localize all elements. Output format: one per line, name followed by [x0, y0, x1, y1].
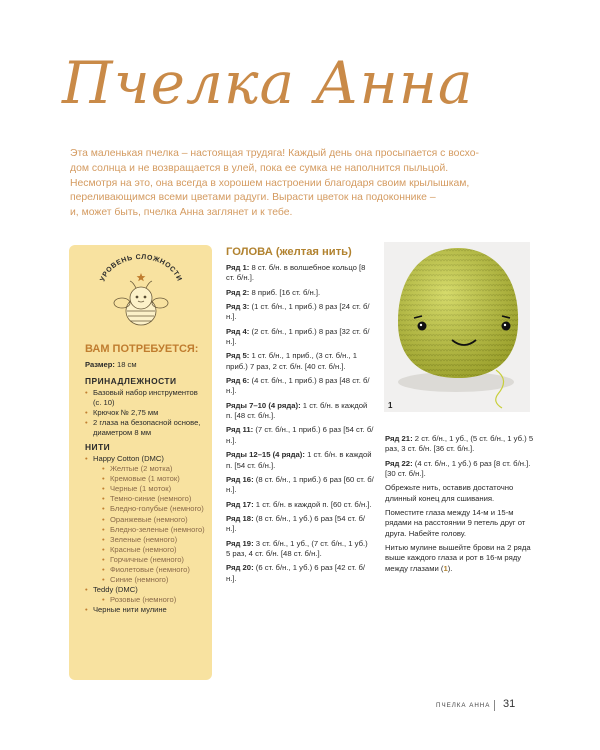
list-item: • Черные нити мулине	[85, 605, 207, 615]
difficulty-badge	[89, 253, 193, 335]
pattern-row: Ряды 12–15 (4 ряда): 1 ст. б/н. в каждой п. [54 ст. б/н.].	[226, 450, 372, 470]
list-item: • Базовый набор инструментов (с. 10)	[85, 388, 207, 408]
pattern-row: Ряд 5: 1 ст. б/н., 1 приб., (3 ст. б/н., 1 приб.) 7 раз, 2 ст. б/н. [40 ст. б/н.].	[226, 351, 358, 371]
list-item: • Красные (немного)	[93, 545, 207, 555]
pattern-row: Ряд 22: (4 ст. б/н., 1 уб.) 6 раз [8 ст. б/н.]. [30 ст. б/н.].	[385, 458, 531, 479]
needs-heading: ВАМ ПОТРЕБУЕТСЯ:	[85, 343, 199, 355]
list-item: • Желтые (2 мотка)	[93, 464, 207, 474]
list-item: • Happy Cotton (DMC) • Желтые (2 мотка) • Кремовые (1 моток) • Черные (1 моток) • Темно-синие (немного) • Бледно-голубые (немного) • Оранжевые (немного) • Бледно-зеленые (немного) • Зеленые (немного) • Красные (немного) • Горчичные (немного) • Фиолетовые (немного) • Синие (немного)	[85, 454, 207, 585]
pattern-row: Ряд 4: (2 ст. б/н., 1 приб.) 8 раз [32 ст. б/н.].	[226, 326, 370, 347]
pattern-row: Ряд 11: (7 ст. б/н., 1 приб.) 6 раз [54 ст. б/н.].	[226, 425, 374, 445]
bee-icon	[114, 281, 168, 325]
bee-head-illustration	[384, 242, 530, 412]
difficulty-label: УРОВЕНЬ СЛОЖНОСТИ	[99, 253, 183, 283]
pattern-row: Ряд 2: 8 приб. [16 ст. б/н.].	[226, 287, 321, 297]
head-instructions	[226, 245, 374, 588]
pattern-row: Ряд 16: (8 ст. б/н., 1 приб.) 6 раз [60 ст. б/н.].	[226, 474, 374, 495]
list-item: • 2 глаза на безопасной основе, диаметром 8 мм	[85, 418, 207, 438]
instruction-paragraph: Нитью мулине вышейте брови на 2 ряда выше каждого глаза и рот в 16-м ряду между глазами (1).	[385, 543, 531, 573]
page-title: Пчелка Анна	[62, 49, 474, 117]
pattern-row: Ряд 17: 1 ст. б/н. в каждой п. [60 ст. б/н.].	[226, 499, 372, 509]
materials-sidebar	[69, 245, 212, 680]
list-item: • Бледно-голубые (немного)	[93, 504, 207, 514]
pattern-row: Ряд 3: (1 ст. б/н., 1 приб.) 8 раз [24 ст. б/н.].	[226, 302, 370, 322]
list-item: • Бледно-зеленые (немного)	[93, 525, 207, 535]
list-item: • Розовые (немного)	[93, 595, 207, 605]
list-item: • Горчичные (немного)	[93, 555, 207, 565]
list-item: • Крючок № 2,75 мм	[85, 408, 207, 418]
footer-divider	[494, 700, 495, 711]
list-item: • Кремовые (1 моток)	[93, 474, 207, 484]
instruction-paragraph: Поместите глаза между 14-м и 15-м рядами на расстоянии 9 петель друг от друга. Набейте голову.	[385, 508, 526, 538]
pattern-row: Ряд 6: (4 ст. б/н., 1 приб.) 8 раз [48 ст. б/н.].	[226, 376, 370, 396]
list-item: • Фиолетовые (немного)	[93, 565, 207, 575]
list-item: • Оранжевые (немного)	[93, 515, 207, 525]
head-instructions-continued	[385, 434, 535, 578]
pattern-row: Ряды 7–10 (4 ряда): 1 ст. б/н. в каждой п. [48 ст. б/н.].	[226, 400, 368, 421]
pattern-row: Ряд 21: 2 ст. б/н., 1 уб., (5 ст. б/н., 1 уб.) 5 раз, 3 ст. б/н. [36 ст. б/н.].	[385, 434, 534, 454]
photo-number: 1	[388, 401, 393, 410]
list-item: • Синие (немного)	[93, 575, 207, 585]
running-footer: ПЧЕЛКА АННА	[436, 702, 491, 709]
pattern-row: Ряд 20: (6 ст. б/н., 1 уб.) 6 раз [42 ст. б/н.].	[226, 563, 365, 583]
size-line: Размер: 18 см	[85, 360, 137, 369]
instruction-paragraph: Обрежьте нить, оставив достаточно длинный конец для сшивания.	[385, 483, 514, 503]
section-heading: ГОЛОВА (желтая нить)	[226, 246, 352, 258]
pattern-row: Ряд 19: 3 ст. б/н., 1 уб., (7 ст. б/н., 1 уб.) 5 раз, 4 ст. б/н. [48 ст. б/н.].	[226, 538, 368, 558]
list-item: • Темно-синие (немного)	[93, 494, 207, 504]
list-item: • Teddy (DMC) • Розовые (немного)	[85, 585, 207, 605]
intro-paragraph: Эта маленькая пчелка – настоящая трудяга! Каждый день она просыпается с восхо- дом солнца и не возвращается в улей, пока ее сумка не наполнится пыльцой. Несмотря на это, она всегда в хорошем настроении благодаря своим крылышкам, переливающимся всеми цветами радуги. Вырасти цветок на подоконнике – и, может быть, пчелка Анна заглянет и к тебе.	[70, 148, 479, 219]
accessories-heading: ПРИНАДЛЕЖНОСТИ	[85, 376, 177, 386]
figure-reference: 1	[443, 563, 448, 573]
threads-list	[85, 454, 207, 616]
list-item: • Черные (1 моток)	[93, 484, 207, 494]
accessories-list	[85, 388, 207, 438]
threads-heading: НИТИ	[85, 442, 111, 452]
pattern-row: Ряд 1: 8 ст. б/н. в волшебное кольцо [8 ст. б/н.].	[226, 263, 366, 283]
page-number: 31	[503, 698, 516, 710]
bee-head-photo	[384, 242, 530, 412]
pattern-row: Ряд 18: (8 ст. б/н., 1 уб.) 6 раз [54 ст. б/н.].	[226, 513, 365, 534]
list-item: • Зеленые (немного)	[93, 535, 207, 545]
